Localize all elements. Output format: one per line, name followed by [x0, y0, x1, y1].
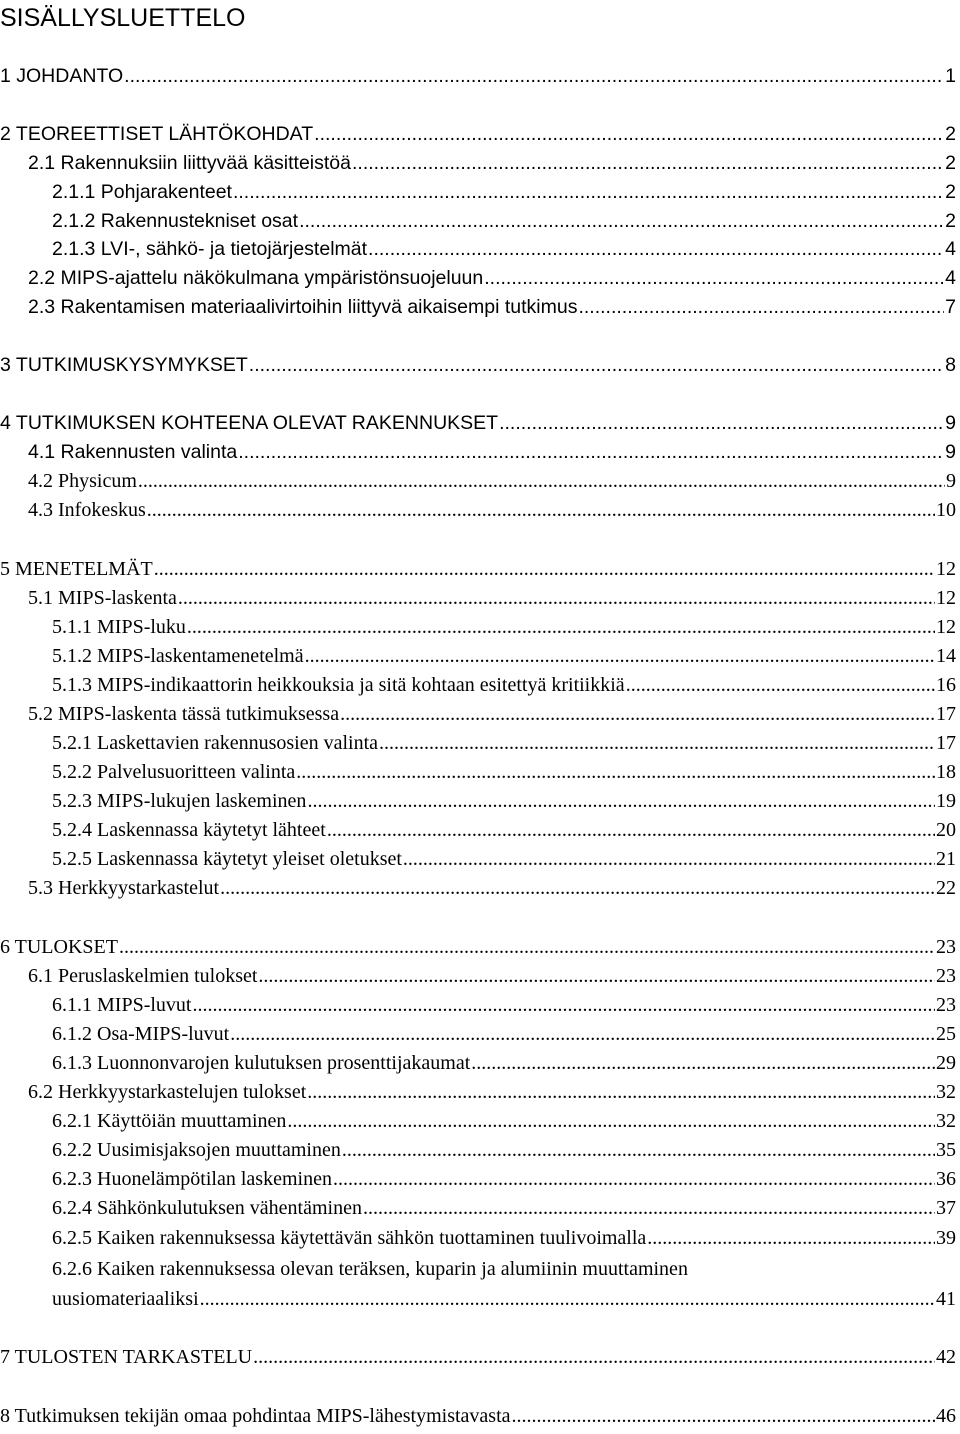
- toc-entry[interactable]: [52, 1108, 956, 1134]
- toc-entry[interactable]: [28, 150, 956, 176]
- toc-entry-text[interactable]: 6.2.6 Kaiken rakennuksessa olevan teräksen, kuparin ja alumiinin muuttaminen: [52, 1258, 688, 1280]
- toc-page-number: 4: [945, 238, 956, 260]
- toc-entry[interactable]: [52, 236, 956, 262]
- toc-entry-text: 6.1 Peruslaskelmien tulokset: [28, 965, 258, 987]
- toc-entry-text: 2 TEOREETTISET LÄHTÖKOHDAT: [0, 123, 314, 145]
- toc-entry[interactable]: [0, 1344, 956, 1370]
- toc-entry[interactable]: [52, 817, 956, 843]
- toc-entry-text: 4.2 Physicum: [28, 470, 137, 492]
- toc-page-number: 4: [945, 267, 956, 289]
- toc-dot-leader: [327, 817, 935, 843]
- toc-entry-text: 2.1.2 Rakennustekniset osat: [52, 210, 299, 232]
- toc-entry[interactable]: [52, 1225, 956, 1251]
- toc-dot-leader: [340, 701, 935, 727]
- toc-page-number: 23: [936, 936, 956, 958]
- toc-entry-text: 5.1 MIPS-laskenta: [28, 587, 177, 609]
- toc-page-number: 8: [945, 354, 956, 376]
- toc-page-number: 7: [945, 296, 956, 318]
- toc-entry-text: 6.2.2 Uusimisjaksojen muuttaminen: [52, 1139, 341, 1161]
- toc-dot-leader: [124, 63, 944, 89]
- page-title: SISÄLLYSLUETTELO: [0, 4, 246, 32]
- toc-page-number: 39: [936, 1227, 956, 1249]
- toc-page-number: 20: [936, 819, 956, 841]
- toc-dot-leader: [287, 1108, 935, 1134]
- toc-dot-leader: [314, 121, 944, 147]
- toc-entry[interactable]: [52, 759, 956, 785]
- toc-page-number: 9: [945, 412, 956, 434]
- toc-entry[interactable]: [52, 643, 956, 669]
- toc-dot-leader: [512, 1403, 935, 1429]
- toc-entry[interactable]: [52, 1286, 956, 1312]
- toc-entry[interactable]: [28, 468, 956, 494]
- toc-dot-leader: [626, 672, 935, 698]
- toc-entry-text: 6.1.1 MIPS-luvut: [52, 994, 192, 1016]
- toc-page-number: 19: [936, 790, 956, 812]
- toc-dot-leader: [499, 410, 944, 436]
- toc-page-number: 9: [945, 441, 956, 463]
- toc-page-number: 10: [936, 499, 956, 521]
- toc-page-number: 42: [936, 1346, 956, 1368]
- toc-dot-leader: [305, 643, 935, 669]
- toc-entry[interactable]: [0, 556, 956, 582]
- toc-entry[interactable]: [52, 730, 956, 756]
- toc-entry-text: 6.2.3 Huonelämpötilan laskeminen: [52, 1168, 332, 1190]
- toc-entry-text: 6.2.1 Käyttöiän muuttaminen: [52, 1110, 287, 1132]
- toc-dot-leader: [233, 179, 944, 205]
- toc-dot-leader: [352, 150, 944, 176]
- toc-entry-text: 2.3 Rakentamisen materiaalivirtoihin liittyvä aikaisempi tutkimus: [28, 296, 578, 318]
- toc-entry[interactable]: [28, 963, 956, 989]
- toc-entry-text: 2.1 Rakennuksiin liittyvää käsitteistöä: [28, 152, 351, 174]
- toc-entry-text: 6 TULOKSET: [0, 936, 118, 958]
- toc-page-number: 35: [936, 1139, 956, 1161]
- toc-entry-text: 5.1.3 MIPS-indikaattorin heikkouksia ja sitä kohtaan esitettyä kritiikkiä: [52, 674, 625, 696]
- toc-entry[interactable]: [28, 875, 956, 901]
- toc-entry-text: 5.2.3 MIPS-lukujen laskeminen: [52, 790, 307, 812]
- toc-dot-leader: [138, 468, 945, 494]
- toc-entry-text: 5.2.4 Laskennassa käytetyt lähteet: [52, 819, 326, 841]
- toc-dot-leader: [200, 1286, 935, 1312]
- toc-entry[interactable]: [0, 121, 956, 147]
- toc-entry-text: 6.2 Herkkyystarkastelujen tulokset: [28, 1081, 307, 1103]
- toc-entry[interactable]: [28, 701, 956, 727]
- toc-entry-text: 6.1.3 Luonnonvarojen kulutuksen prosenttijakaumat: [52, 1052, 471, 1074]
- toc-entry[interactable]: [52, 672, 956, 698]
- toc-entry-text: 5.3 Herkkyystarkastelut: [28, 877, 220, 899]
- toc-dot-leader: [258, 963, 935, 989]
- toc-dot-leader: [333, 1166, 935, 1192]
- toc-dot-leader: [379, 730, 935, 756]
- toc-dot-leader: [119, 934, 935, 960]
- toc-dot-leader: [299, 208, 944, 234]
- toc-entry[interactable]: [52, 1166, 956, 1192]
- toc-page-number: 36: [936, 1168, 956, 1190]
- toc-page-number: 21: [936, 848, 956, 870]
- toc-dot-leader: [342, 1137, 935, 1163]
- toc-entry-text: 2.2 MIPS-ajattelu näkökulmana ympäristönsuojeluun: [28, 267, 484, 289]
- toc-dot-leader: [238, 439, 944, 465]
- toc-dot-leader: [230, 1021, 935, 1047]
- toc-page-number: 18: [936, 761, 956, 783]
- toc-entry-text: 5.1.2 MIPS-laskentamenetelmä: [52, 645, 304, 667]
- toc-entry[interactable]: [28, 1079, 956, 1105]
- toc-entry-text: 4.3 Infokeskus: [28, 499, 146, 521]
- toc-page-number: 37: [936, 1197, 956, 1219]
- toc-dot-leader: [192, 992, 935, 1018]
- toc-entry-text: 6.1.2 Osa-MIPS-luvut: [52, 1023, 230, 1045]
- toc-dot-leader: [403, 846, 935, 872]
- toc-page-number: 14: [936, 645, 956, 667]
- toc-entry[interactable]: [0, 1403, 956, 1429]
- toc-entry[interactable]: [52, 614, 956, 640]
- toc-dot-leader: [187, 614, 935, 640]
- toc-entry-text: 4.1 Rakennusten valinta: [28, 441, 238, 463]
- toc-entry-text: 5.2.1 Laskettavien rakennusosien valinta: [52, 732, 379, 754]
- toc-dot-leader: [307, 788, 935, 814]
- toc-entry-text: 3 TUTKIMUSKYSYMYKSET: [0, 354, 248, 376]
- toc-entry-text: 8 Tutkimuksen tekijän omaa pohdintaa MIPS-lähestymistavasta: [0, 1405, 511, 1427]
- toc-dot-leader: [484, 265, 944, 291]
- toc-page-number: 23: [936, 965, 956, 987]
- toc-entry[interactable]: [28, 585, 956, 611]
- toc-page-number: 17: [936, 732, 956, 754]
- toc-entry[interactable]: [0, 352, 956, 378]
- toc-page-number: 29: [936, 1052, 956, 1074]
- toc-entry-text: 6.2.4 Sähkönkulutuksen vähentäminen: [52, 1197, 362, 1219]
- toc-page-number: 46: [936, 1405, 956, 1427]
- toc-entry-text: 7 TULOSTEN TARKASTELU: [0, 1346, 253, 1368]
- toc-page-number: 1: [945, 65, 956, 87]
- toc-entry-text: uusiomateriaaliksi: [52, 1288, 199, 1310]
- toc-entry-text: 2.1.3 LVI-, sähkö- ja tietojärjestelmät: [52, 238, 368, 260]
- toc-entry[interactable]: [52, 1195, 956, 1221]
- toc-entry[interactable]: [52, 992, 956, 1018]
- toc-entry[interactable]: [28, 497, 956, 523]
- toc-dot-leader: [249, 352, 944, 378]
- toc-page-number: 2: [945, 123, 956, 145]
- toc-page-number: 9: [946, 470, 956, 492]
- toc-entry[interactable]: [52, 846, 956, 872]
- toc-dot-leader: [363, 1195, 935, 1221]
- toc-page-number: 12: [936, 587, 956, 609]
- toc-entry-text: 5.2.5 Laskennassa käytetyt yleiset oletukset: [52, 848, 402, 870]
- toc-entry[interactable]: [28, 439, 956, 465]
- toc-entry-text: 6.2.5 Kaiken rakennuksessa käytettävän sähkön tuottaminen tuulivoimalla: [52, 1227, 647, 1249]
- toc-page-number: 32: [936, 1110, 956, 1132]
- toc-page-number: 16: [936, 674, 956, 696]
- toc-page-number: 23: [936, 994, 956, 1016]
- toc-page-number: 2: [945, 152, 956, 174]
- toc-entry-text: 5 MENETELMÄT: [0, 558, 153, 580]
- toc-page-number: 25: [936, 1023, 956, 1045]
- toc-page-number: 41: [936, 1288, 956, 1310]
- toc-entry[interactable]: [0, 410, 956, 436]
- toc-entry[interactable]: [0, 934, 956, 960]
- toc-page-number: 2: [945, 210, 956, 232]
- toc-dot-leader: [471, 1050, 935, 1076]
- toc-entry[interactable]: [52, 1050, 956, 1076]
- toc-dot-leader: [253, 1344, 935, 1370]
- toc-page-number: 32: [936, 1081, 956, 1103]
- toc-page-number: 17: [936, 703, 956, 725]
- toc-page-number: 2: [945, 181, 956, 203]
- toc-entry[interactable]: [0, 63, 956, 89]
- toc-entry[interactable]: [28, 294, 956, 320]
- toc-dot-leader: [647, 1225, 935, 1251]
- toc-entry-text: 5.2.2 Palvelusuoritteen valinta: [52, 761, 296, 783]
- toc-entry[interactable]: [28, 265, 956, 291]
- toc-entry[interactable]: [52, 1137, 956, 1163]
- toc-entry[interactable]: [52, 208, 956, 234]
- toc-entry-text: 4 TUTKIMUKSEN KOHTEENA OLEVAT RAKENNUKSET: [0, 412, 499, 434]
- toc-dot-leader: [154, 556, 935, 582]
- toc-dot-leader: [578, 294, 944, 320]
- toc-entry[interactable]: [52, 179, 956, 205]
- toc-dot-leader: [178, 585, 935, 611]
- toc-dot-leader: [147, 497, 935, 523]
- toc-entry-text: 5.1.1 MIPS-luku: [52, 616, 186, 638]
- toc-page-number: 12: [936, 616, 956, 638]
- toc-dot-leader: [296, 759, 935, 785]
- toc-page-number: 22: [936, 877, 956, 899]
- toc-entry-text: 2.1.1 Pohjarakenteet: [52, 181, 232, 203]
- toc-page-number: 12: [936, 558, 956, 580]
- toc-entry[interactable]: [52, 788, 956, 814]
- toc-entry-text: 1 JOHDANTO: [0, 65, 124, 87]
- toc-dot-leader: [307, 1079, 935, 1105]
- toc-dot-leader: [220, 875, 935, 901]
- toc-entry[interactable]: [52, 1021, 956, 1047]
- toc-entry-text: 5.2 MIPS-laskenta tässä tutkimuksessa: [28, 703, 340, 725]
- toc-dot-leader: [368, 236, 944, 262]
